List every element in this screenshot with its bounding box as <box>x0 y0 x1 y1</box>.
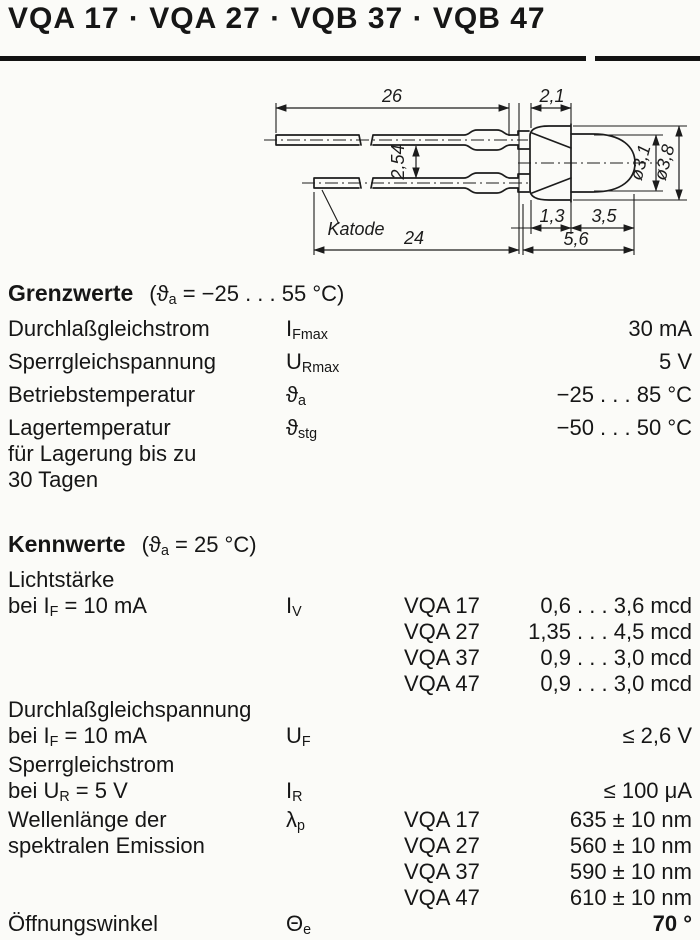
label-line: Betriebstemperatur <box>8 382 196 407</box>
parameter-symbol: IFmax <box>286 316 328 343</box>
label-line: bei IF = 10 mA <box>8 723 147 750</box>
variant-value: 0,6 . . . 3,6 mcd <box>540 593 692 618</box>
parameter-value: 5 V <box>658 349 692 374</box>
variant-name: VQA 37 <box>404 645 480 670</box>
parameter-value: ≤ 2,6 V <box>622 723 692 748</box>
variant-value: 0,9 . . . 3,0 mcd <box>540 671 692 696</box>
label-line: Lagertemperatur <box>8 415 171 440</box>
label-line: spektralen Emission <box>8 833 205 858</box>
label-line: 30 Tagen <box>8 467 99 492</box>
spec-row <box>8 349 692 378</box>
variant-name: VQA 27 <box>404 833 480 858</box>
variant-value: 0,9 . . . 3,0 mcd <box>540 645 692 670</box>
spec-row <box>8 697 692 752</box>
dim-dome-diameter: ø3,1 <box>625 142 655 183</box>
variant-name: VQA 47 <box>404 671 480 696</box>
spec-tables <box>8 280 692 940</box>
variant-line <box>404 671 692 697</box>
rule-segment <box>0 56 586 61</box>
rule-gap <box>586 56 595 61</box>
variant-line <box>404 593 692 619</box>
parameter-symbol: ϑstg <box>286 415 318 442</box>
section-title: Grenzwerte <box>8 280 134 306</box>
parameter-values <box>404 723 692 749</box>
led-dome <box>571 134 635 192</box>
variant-line <box>404 645 692 671</box>
spec-row <box>8 567 692 697</box>
variant-name: VQA 37 <box>404 859 480 884</box>
spec-row <box>8 752 692 807</box>
variant-value: 560 ± 10 nm <box>569 833 692 858</box>
dim-dome-length: 3,5 <box>591 206 617 226</box>
parameter-label <box>8 349 286 375</box>
label-line: für Lagerung bis zu <box>8 441 197 466</box>
parameter-values <box>404 382 692 408</box>
variant-name: VQA 17 <box>404 807 480 832</box>
page-title: VQA 17 · VQA 27 · VQB 37 · VQB 47 <box>8 2 546 35</box>
title-rule <box>0 56 700 61</box>
variant-line <box>404 859 692 885</box>
section-kennwerte <box>8 531 692 940</box>
parameter-label <box>8 567 286 622</box>
parameter-label <box>8 807 286 859</box>
parameter-label <box>8 697 286 752</box>
parameter-symbol: Θe <box>286 911 312 938</box>
label-line: bei UR = 5 V <box>8 778 128 805</box>
spec-row <box>8 911 692 940</box>
parameter-symbol: UF <box>286 723 311 750</box>
variant-name: VQA 17 <box>404 593 480 618</box>
parameter-symbol: IR <box>286 778 303 805</box>
label-line: Wellenlänge der <box>8 807 167 832</box>
dim-flange-diameter: ø3,8 <box>649 142 679 183</box>
label-line: Öffnungswinkel <box>8 911 159 936</box>
led-dimension-drawing <box>256 78 700 278</box>
parameter-values <box>404 593 692 697</box>
spec-row <box>8 807 692 911</box>
label-line: Sperrgleichstrom <box>8 752 175 777</box>
parameter-values <box>404 316 692 342</box>
variant-value: 610 ± 10 nm <box>569 885 692 910</box>
label-line: Durchlaßgleichspannung <box>8 697 252 722</box>
parameter-label <box>8 316 286 342</box>
section-condition: (ϑa = 25 °C) <box>141 532 257 559</box>
label-line: Sperrgleichspannung <box>8 349 216 374</box>
parameter-value: −50 . . . 50 °C <box>556 415 692 440</box>
variant-line <box>404 807 692 833</box>
section-condition: (ϑa = −25 . . . 55 °C) <box>149 281 345 308</box>
spec-row <box>8 382 692 411</box>
parameter-values <box>404 415 692 441</box>
parameter-symbol: IV <box>286 593 302 620</box>
parameter-label <box>8 415 286 493</box>
dim-lead-bottom-length: 24 <box>403 228 425 248</box>
parameter-symbol: λp <box>286 807 305 834</box>
parameter-value: 30 mA <box>628 316 692 341</box>
section-heading <box>8 531 692 561</box>
rule-segment <box>595 56 700 61</box>
variant-name: VQA 47 <box>404 885 480 910</box>
variant-line <box>404 833 692 859</box>
dim-lead-top-length: 26 <box>381 86 403 106</box>
variant-value: 590 ± 10 nm <box>569 859 692 884</box>
parameter-values <box>404 349 692 375</box>
dim-flange-width: 2,1 <box>539 86 565 106</box>
parameter-value: ≤ 100 μA <box>603 778 692 803</box>
spec-row <box>8 415 692 493</box>
parameter-label <box>8 911 286 937</box>
dim-flange-thickness: 1,3 <box>539 206 565 226</box>
spec-row <box>8 316 692 345</box>
dim-lead-pitch: 2,54 <box>388 144 408 180</box>
variant-value: 1,35 . . . 4,5 mcd <box>528 619 692 644</box>
katode-label: Katode <box>327 219 385 239</box>
label-line: Lichtstärke <box>8 567 115 592</box>
parameter-value: −25 . . . 85 °C <box>556 382 692 407</box>
parameter-label <box>8 382 286 408</box>
variant-value: 635 ± 10 nm <box>569 807 692 832</box>
variant-line <box>404 885 692 911</box>
parameter-symbol: ϑa <box>286 382 306 409</box>
label-line: bei IF = 10 mA <box>8 593 147 620</box>
parameter-label <box>8 752 286 807</box>
parameter-values <box>404 911 692 937</box>
parameter-value: 70 ° <box>652 911 692 936</box>
label-line: Durchlaßgleichstrom <box>8 316 210 341</box>
parameter-values <box>404 807 692 911</box>
variant-name: VQA 27 <box>404 619 480 644</box>
variant-line <box>404 619 692 645</box>
section-heading <box>8 280 692 310</box>
section-title: Kennwerte <box>8 531 126 557</box>
dim-body-length: 5,6 <box>563 229 589 249</box>
section-grenzwerte <box>8 280 692 493</box>
parameter-symbol: URmax <box>286 349 340 376</box>
parameter-values <box>404 778 692 804</box>
